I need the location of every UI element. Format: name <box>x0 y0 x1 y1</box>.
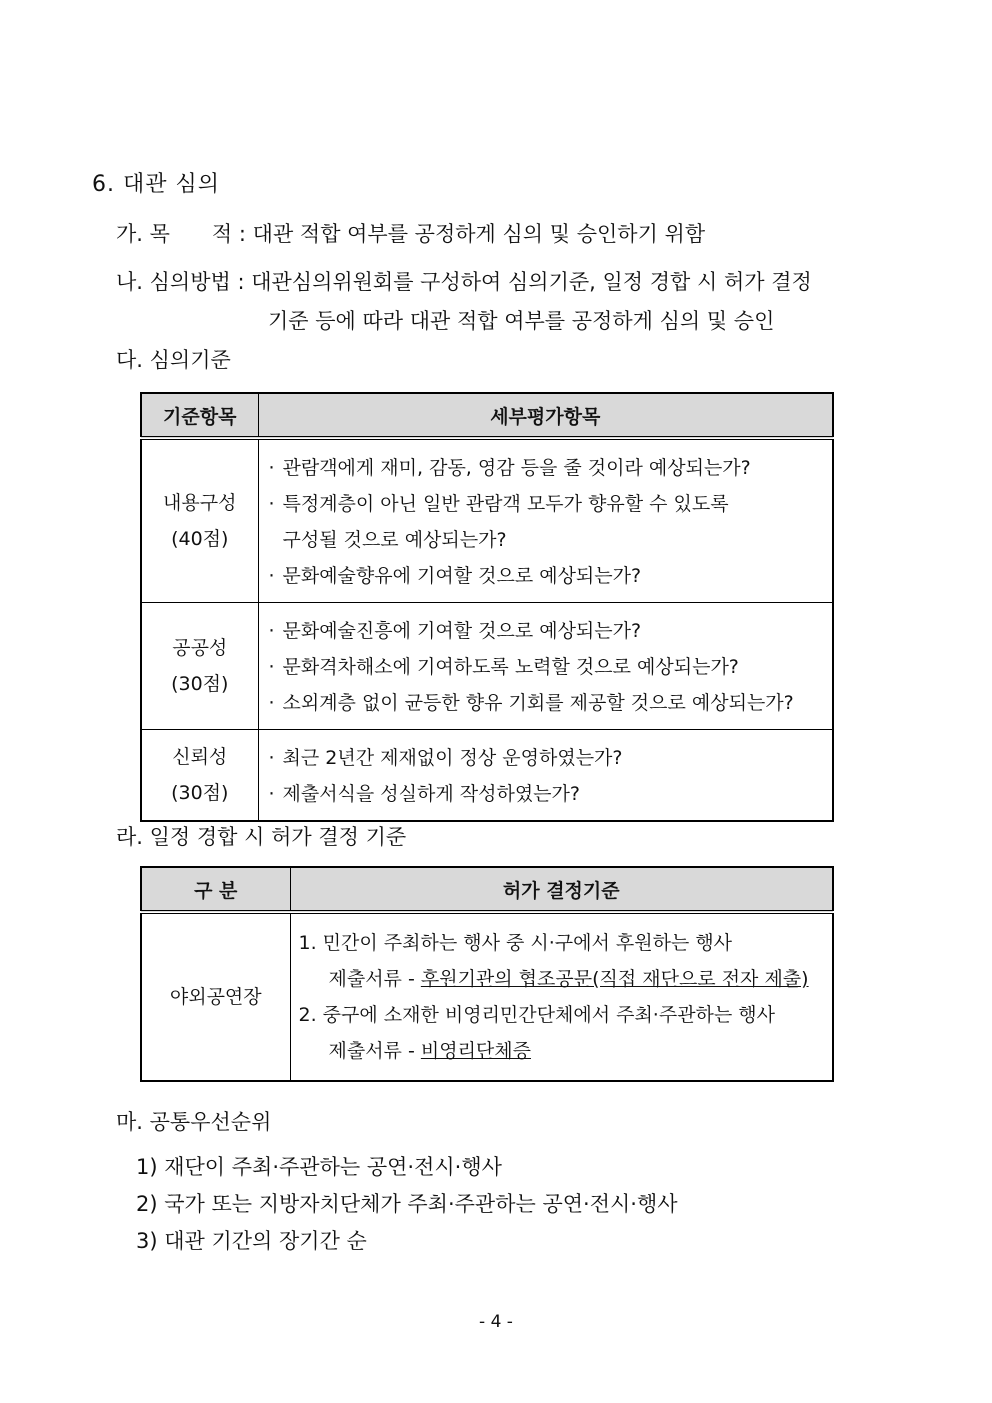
conflict-title: 라. 일정 경합 시 허가 결정 기준 <box>116 825 407 849</box>
section-heading: 6. 대관 심의 <box>92 172 220 197</box>
criteria-item: · 특정계층이 아닌 일반 관람객 모두가 향유할 수 있도록 <box>268 493 729 515</box>
criteria-score: (30점) <box>171 782 229 804</box>
criteria-items-cell <box>258 603 833 730</box>
criteria-item: · 문화예술진흥에 기여할 것으로 예상되는가? <box>268 620 642 642</box>
conflict-rule-docs: 제출서류 - 후원기관의 협조공문(직접 재단으로 전자 제출) <box>328 968 809 990</box>
priority-item: 1) 재단이 주최·주관하는 공연·전시·행사 <box>136 1155 502 1179</box>
method-text-1: 대관심의위원회를 구성하여 심의기준, 일정 경합 시 허가 결정 <box>251 270 812 294</box>
priority-item: 3) 대관 기간의 장기간 순 <box>136 1229 367 1253</box>
priority-item: 2) 국가 또는 지방자치단체가 주최·주관하는 공연·전시·행사 <box>136 1192 678 1216</box>
criteria-row <box>141 730 833 822</box>
criteria-row <box>141 438 833 603</box>
criteria-header-category: 기준항목 <box>141 393 258 438</box>
purpose-line <box>116 220 705 248</box>
criteria-table <box>140 392 834 822</box>
criteria-category-cell <box>141 603 258 730</box>
criteria-score: (40점) <box>171 528 229 550</box>
criteria-item: · 문화예술향유에 기여할 것으로 예상되는가? <box>268 565 642 587</box>
criteria-title: 다. 심의기준 <box>116 348 231 372</box>
conflict-header-category: 구 분 <box>141 867 290 912</box>
purpose-text: 대관 적합 여부를 공정하게 심의 및 승인하기 위함 <box>252 222 706 246</box>
criteria-item: · 최근 2년간 제재없이 정상 운영하였는가? <box>268 747 623 769</box>
required-document: 비영리단체증 <box>420 1040 531 1062</box>
criteria-item: · 소외계층 없이 균등한 향유 기회를 제공할 것으로 예상되는가? <box>268 692 794 714</box>
conflict-rule: 2. 중구에 소재한 비영리민간단체에서 주최·주관하는 행사 <box>298 1004 776 1026</box>
criteria-category-cell <box>141 438 258 603</box>
conflict-header-criteria: 허가 결정기준 <box>290 867 833 912</box>
conflict-row <box>141 912 833 1081</box>
method-label: 나. 심의방법 : <box>116 270 245 294</box>
priority-title: 마. 공통우선순위 <box>116 1110 272 1134</box>
conflict-category-cell: 야외공연장 <box>141 912 290 1081</box>
method-text-2: 기준 등에 따라 대관 적합 여부를 공정하게 심의 및 승인 <box>268 309 775 333</box>
criteria-name: 내용구성 <box>163 492 237 514</box>
conflict-rule: 1. 민간이 주최하는 행사 중 시·구에서 후원하는 행사 <box>298 932 733 954</box>
criteria-row <box>141 603 833 730</box>
conflict-header-row <box>141 867 833 912</box>
criteria-item-continued: 구성될 것으로 예상되는가? <box>282 529 507 551</box>
criteria-name: 신뢰성 <box>172 746 228 768</box>
criteria-name: 공공성 <box>172 637 228 659</box>
conflict-rules-cell <box>290 912 833 1081</box>
criteria-item: · 제출서식을 성실하게 작성하였는가? <box>268 783 580 805</box>
criteria-item: · 문화격차해소에 기여하도록 노력할 것으로 예상되는가? <box>268 656 739 678</box>
conflict-rule-docs: 제출서류 - 비영리단체증 <box>328 1040 531 1062</box>
conflict-table <box>140 866 834 1082</box>
purpose-label: 가. 목 적 : <box>116 222 246 246</box>
criteria-items-cell <box>258 438 833 603</box>
criteria-items-cell <box>258 730 833 822</box>
criteria-score: (30점) <box>171 673 229 695</box>
criteria-category-cell <box>141 730 258 822</box>
criteria-header-row <box>141 393 833 438</box>
method-line <box>116 268 812 296</box>
criteria-item: · 관람객에게 재미, 감동, 영감 등을 줄 것이라 예상되는가? <box>268 457 751 479</box>
page-number: - 4 - <box>479 1312 513 1332</box>
criteria-header-details: 세부평가항목 <box>258 393 833 438</box>
required-document: 후원기관의 협조공문(직접 재단으로 전자 제출) <box>420 968 809 990</box>
